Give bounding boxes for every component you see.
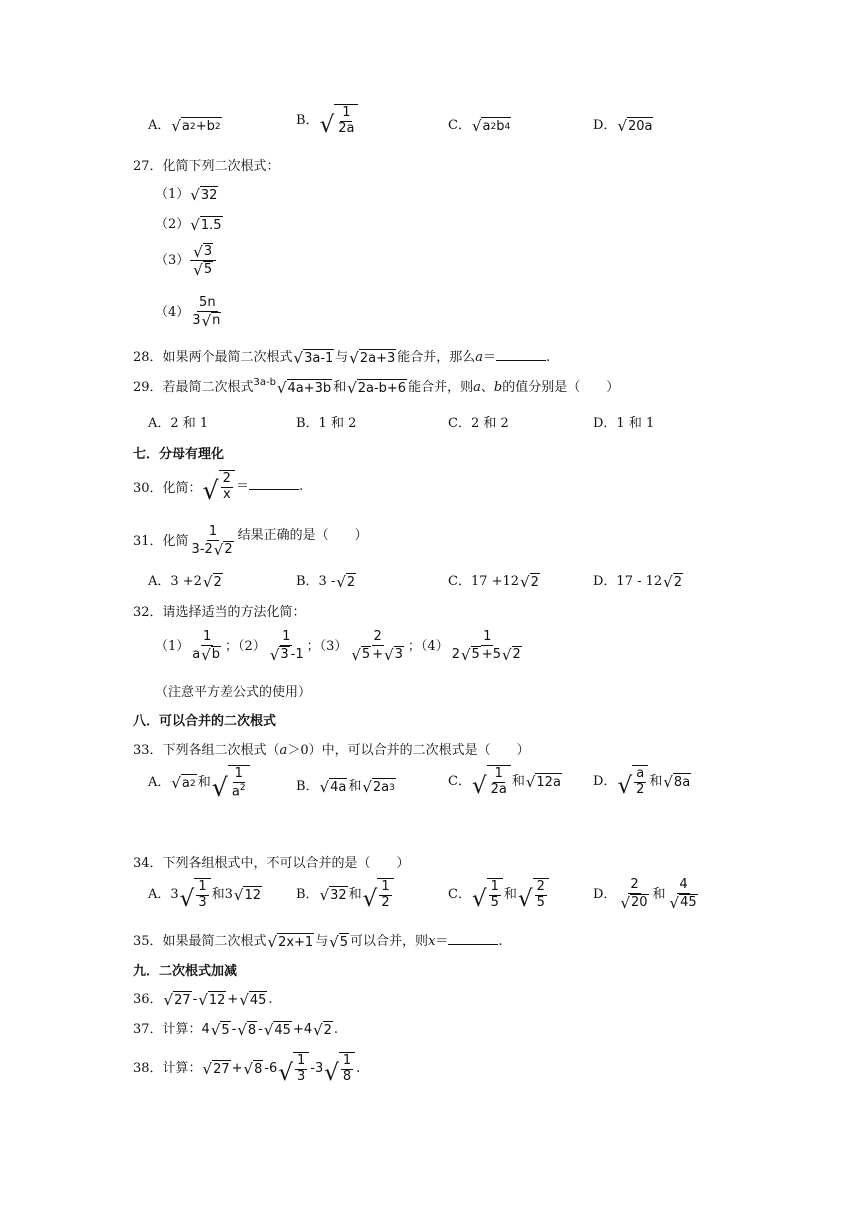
q31-option-b: B．3 - √ 2 (296, 573, 356, 592)
q33-option-a: A． √ a 2 和 √ $\frac{1}{a^2}$ (148, 765, 251, 800)
q31-option-c: C．17 +12 √ 2 (448, 573, 539, 592)
q30: 30．化简： √ $\frac{2}{x}$ ＝ . (133, 471, 304, 505)
q34-option-b: B． √ 32 和 √ $\frac{1}{2}$ (296, 878, 395, 911)
q26-option-b: B． √ $\frac{1}{2a}$ (296, 104, 359, 137)
q38: 38．计算： √ 27 + √ 8 -6 √ $\frac{1}{3}$ -3 √ $\frac{1}{8}$ . (133, 1053, 361, 1086)
option-label: B． (296, 112, 319, 128)
q26-options (148, 105, 708, 148)
q33-option-c: C． √ $\frac{1}{2a}$ 和 √ 12a (448, 766, 561, 799)
q37: 37．计算：4 √ 5 - √ 8 - √ 45 +4 √ 2 . (133, 1021, 339, 1040)
q32-stem: 32．请选择适当的方法化简： (133, 605, 306, 620)
section-8-heading: 八．可以合并的二次根式 (133, 714, 277, 729)
q31-option-a: A．3 +2 √ 2 (148, 573, 222, 592)
q31-option-d: D．17 - 12 √ 2 (593, 573, 682, 592)
q34-option-d: D． 2 √ 20 和 4 √ 45 (593, 877, 697, 912)
q33-option-d: D． √ $\frac{a}{2}$ 和 √ 8a (593, 766, 691, 799)
q29-option-c: C．2 和 2 (448, 416, 509, 431)
q27-stem: 27．化简下列二次根式： (133, 159, 280, 174)
q35: 35．如果最简二次根式 √ 2x+1 与 √ 5 可以合并，则x＝ . (133, 933, 503, 952)
q29-option-a: A．2 和 1 (148, 416, 209, 431)
option-label: C． (448, 118, 471, 133)
q29-option-d: D．1 和 1 (593, 416, 655, 431)
answer-blank[interactable] (496, 350, 546, 361)
option-label: D． (593, 118, 617, 133)
q27-part3: （3） √ 3 √ 5 (155, 243, 217, 278)
section-7-heading: 七．分母有理化 (133, 447, 225, 462)
q26-option-c: C． √ a 2 b 4 (448, 117, 511, 136)
q31: 31．化简 1 3-2 √ 2 结果正确的是（ ） (133, 524, 368, 559)
q26-option-d: D． √ 20a (593, 117, 653, 136)
q27-part1: （1） √ 32 (155, 186, 218, 205)
q28: 28．如果两个最简二次根式 √ 3a-1 与 √ 2a+3 能合并，那么a＝ . (133, 349, 551, 368)
section-9-heading: 九．二次根式加减 (133, 964, 238, 979)
q36: 36． √ 27 - √ 12 + √ 45 . (133, 991, 273, 1010)
q34-option-a: A．3 √ $\frac{1}{3}$ 和3 √ 12 (148, 879, 261, 912)
q33-stem: 33．下列各组二次根式（a＞0）中，可以合并的二次根式是（ ） (133, 743, 530, 758)
q27-part4: （4） 5n 3 √ n (155, 295, 221, 330)
q33-option-b: B． √ 4a 和 √ 2a 3 (296, 778, 395, 797)
q29-option-b: B．1 和 2 (296, 416, 357, 431)
q32-note: （注意平方差公式的使用） (155, 685, 312, 700)
q29: 29．若最简二次根式$^{3a-b}$ √ 4a+3b 和 √ 2a-b+6 能合并，则a、b的值分别是（ ） (133, 377, 620, 398)
q34-stem: 34．下列各组根式中，不可以合并的是（ ） (133, 856, 410, 871)
answer-blank[interactable] (249, 479, 299, 490)
answer-blank[interactable] (448, 934, 498, 945)
q32-parts: （1） 1 a √ b ；（2） 1 √ 3 -1 ；（3） 2 √ 5 + √ 3 ；（4） 1 2 √ 5 +5 √ 2 (155, 629, 521, 664)
q34-option-c: C． √ $\frac{1}{5}$ 和 √ $\frac{2}{5}$ (448, 878, 550, 911)
q26-option-a: A． √ a 2 +b 2 (148, 117, 221, 136)
option-label: A． (148, 118, 171, 133)
q27-part2: （2） √ 1.5 (155, 216, 222, 235)
